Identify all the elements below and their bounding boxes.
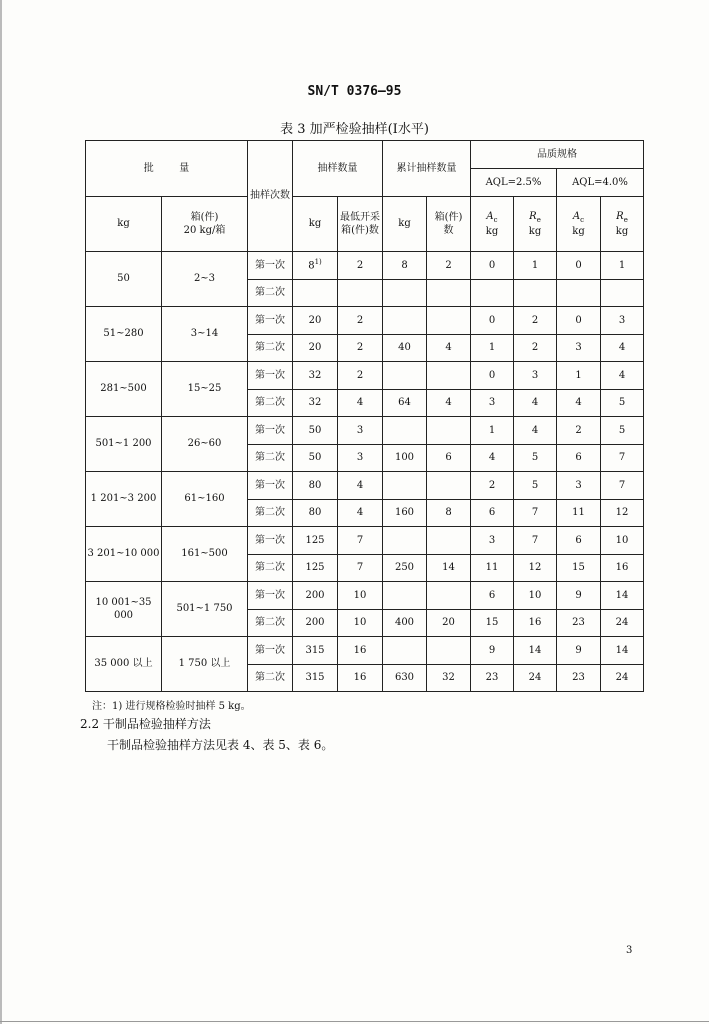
re2-cell: 4 xyxy=(601,362,644,390)
sample-kg-cell xyxy=(293,472,338,500)
sample-kg-cell xyxy=(293,664,338,692)
sample-kg-cell xyxy=(293,362,338,390)
sample-kg-cell xyxy=(293,444,338,472)
sampling-times-cell: 第一次 xyxy=(248,637,293,665)
cum-boxes-cell xyxy=(427,279,471,307)
unit-kg: kg xyxy=(528,225,542,237)
re2-cell: 12 xyxy=(601,499,644,527)
sample-kg-value: 20 xyxy=(308,314,322,326)
ac1-cell: 4 xyxy=(471,444,514,472)
ac1-cell: 6 xyxy=(471,499,514,527)
sampling-table xyxy=(85,140,644,692)
ac1-cell: 2 xyxy=(471,472,514,500)
sample-kg-cell xyxy=(293,389,338,417)
min-open-line1: 最低开采 xyxy=(340,211,380,223)
ac1-cell: 1 xyxy=(471,334,514,362)
re1-cell: 4 xyxy=(514,389,557,417)
re2-cell: 4 xyxy=(601,334,644,362)
sampling-times-cell: 第一次 xyxy=(248,472,293,500)
batch-boxes-cell: 15~25 xyxy=(162,362,248,417)
min-open-line2: 箱(件)数 xyxy=(341,225,379,236)
ac2-cell: 0 xyxy=(557,252,601,280)
sample-kg-value: 125 xyxy=(305,562,325,573)
sampling-times-cell: 第二次 xyxy=(248,389,293,417)
re2-cell: 14 xyxy=(601,637,644,665)
batch-boxes-line2: 20 kg/箱 xyxy=(183,225,226,236)
cum-kg-cell: 400 xyxy=(383,609,427,637)
aql-4-0-header: AQL=4.0% xyxy=(557,169,644,197)
batch-boxes-cell: 61~160 xyxy=(162,472,248,527)
re1-cell: 7 xyxy=(514,499,557,527)
re2-cell: 5 xyxy=(601,417,644,445)
footnote-marker: 1) xyxy=(314,257,322,266)
re1-cell: 7 xyxy=(514,527,557,555)
batch-boxes-cell: 26~60 xyxy=(162,417,248,472)
table-row xyxy=(86,417,644,445)
sample-kg-value: 32 xyxy=(308,369,322,381)
sample-size-header: 抽样数量 xyxy=(293,141,383,197)
ac2-cell: 2 xyxy=(557,417,601,445)
min-open-cell: 16 xyxy=(338,664,383,692)
unit-kg: kg xyxy=(615,225,629,237)
cum-boxes-line1: 箱(件) xyxy=(434,211,463,223)
table-body xyxy=(86,252,644,692)
re1-cell: 5 xyxy=(514,472,557,500)
cum-boxes-cell xyxy=(427,307,471,335)
sampling-times-cell: 第一次 xyxy=(248,582,293,610)
cum-boxes-cell xyxy=(427,362,471,390)
table-row xyxy=(86,307,644,335)
re1-cell: 2 xyxy=(514,334,557,362)
ac1-cell: 0 xyxy=(471,307,514,335)
ac2-cell: 11 xyxy=(557,499,601,527)
sampling-times-cell: 第一次 xyxy=(248,307,293,335)
ac2-cell: 6 xyxy=(557,527,601,555)
batch-kg-cell: 3 201~10 000 xyxy=(86,527,162,582)
ac2-cell: 3 xyxy=(557,472,601,500)
ac2-cell: 15 xyxy=(557,554,601,582)
sample-kg-cell xyxy=(293,417,338,445)
section-text: 干制品检验抽样方法见表 4、表 5、表 6。 xyxy=(107,738,334,752)
cum-boxes-cell: 2 xyxy=(427,252,471,280)
ac-sub: c xyxy=(493,215,498,224)
re2-cell: 1 xyxy=(601,252,644,280)
ac-symbol: A xyxy=(486,210,494,222)
ac-symbol: A xyxy=(572,210,581,222)
sampling-times-cell: 第二次 xyxy=(248,279,293,307)
cum-boxes-line2: 数 xyxy=(443,225,454,236)
table-title: 表 3 加严检验抽样(Ⅰ水平) xyxy=(280,122,429,137)
re-header-2 xyxy=(601,197,644,252)
re2-cell: 16 xyxy=(601,554,644,582)
re1-cell: 24 xyxy=(514,664,557,692)
cum-kg-cell: 250 xyxy=(383,554,427,582)
re-sub: e xyxy=(536,215,541,224)
sample-kg-value: 50 xyxy=(308,424,322,436)
sampling-times-cell: 第二次 xyxy=(248,609,293,637)
sample-kg-value: 315 xyxy=(305,644,325,656)
unit-kg: kg xyxy=(485,225,499,237)
cum-boxes-cell: 8 xyxy=(427,499,471,527)
min-open-cell: 4 xyxy=(338,499,383,527)
unit-kg: kg xyxy=(572,225,585,237)
sample-kg-value: 50 xyxy=(308,452,322,463)
re1-cell: 1 xyxy=(514,252,557,280)
section-heading: 2.2 干制品检验抽样方法 xyxy=(80,717,211,731)
standard-number: SN/T 0376—95 xyxy=(307,84,402,99)
min-open-cell: 7 xyxy=(338,527,383,555)
re1-cell: 16 xyxy=(514,609,557,637)
ac1-cell: 6 xyxy=(471,582,514,610)
table-row xyxy=(86,252,644,280)
re1-cell: 2 xyxy=(514,307,557,335)
batch-kg-cell: 35 000 以上 xyxy=(86,637,162,692)
cum-boxes-header xyxy=(427,197,471,252)
cum-boxes-cell xyxy=(427,637,471,665)
batch-boxes-cell: 1 750 以上 xyxy=(162,637,248,692)
batch-header: 批 量 xyxy=(86,141,248,197)
cum-kg-cell: 100 xyxy=(383,444,427,472)
cum-kg-cell xyxy=(383,527,427,555)
sample-kg-cell xyxy=(293,554,338,582)
scan-mark xyxy=(0,1021,709,1022)
min-open-cell: 3 xyxy=(338,444,383,472)
min-open-cell: 4 xyxy=(338,472,383,500)
re1-cell: 12 xyxy=(514,554,557,582)
min-open-cell: 2 xyxy=(338,334,383,362)
sampling-times-cell: 第二次 xyxy=(248,554,293,582)
sample-kg-cell xyxy=(293,307,338,335)
sample-kg-value: 315 xyxy=(305,672,325,683)
ac2-cell: 23 xyxy=(557,664,601,692)
ac1-cell: 0 xyxy=(471,362,514,390)
sample-kg-value: 80 xyxy=(308,507,322,518)
min-open-cell: 10 xyxy=(338,582,383,610)
min-open-cell: 7 xyxy=(338,554,383,582)
batch-kg-cell: 1 201~3 200 xyxy=(86,472,162,527)
table-row xyxy=(86,527,644,555)
cum-boxes-cell: 6 xyxy=(427,444,471,472)
sample-kg-value: 200 xyxy=(305,617,325,628)
batch-boxes-cell: 501~1 750 xyxy=(162,582,248,637)
sampling-times-cell: 第二次 xyxy=(248,444,293,472)
table-row xyxy=(86,582,644,610)
cum-kg-cell xyxy=(383,582,427,610)
scan-mark xyxy=(0,0,2,1024)
min-open-cell: 2 xyxy=(338,252,383,280)
ac1-cell: 1 xyxy=(471,417,514,445)
batch-kg-header: kg xyxy=(86,197,162,252)
cum-kg-cell xyxy=(383,279,427,307)
re2-cell xyxy=(601,279,644,307)
ac2-cell: 4 xyxy=(557,389,601,417)
sample-kg-value: 32 xyxy=(308,397,322,408)
min-open-header xyxy=(338,197,383,252)
min-open-cell: 4 xyxy=(338,389,383,417)
sample-kg-cell xyxy=(293,252,338,280)
sample-kg-cell xyxy=(293,609,338,637)
ac-sub: c xyxy=(580,215,585,224)
re-sub: e xyxy=(623,215,628,224)
re1-cell: 4 xyxy=(514,417,557,445)
cum-kg-cell: 64 xyxy=(383,389,427,417)
ac2-cell: 0 xyxy=(557,307,601,335)
min-open-cell: 3 xyxy=(338,417,383,445)
ac2-cell: 3 xyxy=(557,334,601,362)
cum-kg-cell: 8 xyxy=(383,252,427,280)
batch-kg-cell: 10 001~35 000 xyxy=(86,582,162,637)
ac2-cell: 1 xyxy=(557,362,601,390)
cum-kg-cell xyxy=(383,417,427,445)
re2-cell: 24 xyxy=(601,664,644,692)
ac2-cell: 9 xyxy=(557,637,601,665)
ac1-cell: 11 xyxy=(471,554,514,582)
batch-kg-cell: 501~1 200 xyxy=(86,417,162,472)
ac1-cell: 9 xyxy=(471,637,514,665)
ac2-cell: 6 xyxy=(557,444,601,472)
min-open-cell: 10 xyxy=(338,609,383,637)
sampling-times-cell: 第二次 xyxy=(248,499,293,527)
re1-cell: 3 xyxy=(514,362,557,390)
ac-header-2 xyxy=(557,197,601,252)
re1-cell xyxy=(514,279,557,307)
sample-kg-value: 20 xyxy=(308,342,322,353)
re2-cell: 5 xyxy=(601,389,644,417)
sample-kg-value: 125 xyxy=(305,534,325,546)
sampling-times-cell: 第二次 xyxy=(248,334,293,362)
re-symbol: R xyxy=(529,210,537,222)
re2-cell: 7 xyxy=(601,472,644,500)
cum-boxes-cell: 4 xyxy=(427,334,471,362)
ac1-cell: 23 xyxy=(471,664,514,692)
cum-kg-cell: 40 xyxy=(383,334,427,362)
sample-kg-cell xyxy=(293,527,338,555)
batch-kg-cell: 281~500 xyxy=(86,362,162,417)
min-open-cell: 16 xyxy=(338,637,383,665)
re-header-1 xyxy=(514,197,557,252)
page-number: 3 xyxy=(626,945,633,956)
sample-kg-cell xyxy=(293,334,338,362)
sample-kg-value: 8 xyxy=(308,260,315,272)
min-open-cell: 2 xyxy=(338,307,383,335)
sampling-times-cell: 第一次 xyxy=(248,527,293,555)
re1-cell: 14 xyxy=(514,637,557,665)
sampling-times-cell: 第二次 xyxy=(248,664,293,692)
cum-boxes-cell xyxy=(427,472,471,500)
batch-boxes-cell: 161~500 xyxy=(162,527,248,582)
cum-boxes-cell: 32 xyxy=(427,664,471,692)
re2-cell: 14 xyxy=(601,582,644,610)
re2-cell: 3 xyxy=(601,307,644,335)
re2-cell: 10 xyxy=(601,527,644,555)
cum-boxes-cell: 14 xyxy=(427,554,471,582)
ac1-cell xyxy=(471,279,514,307)
sampling-times-header: 抽样次数 xyxy=(248,141,293,252)
re2-cell: 7 xyxy=(601,444,644,472)
min-open-cell xyxy=(338,279,383,307)
sampling-times-cell: 第一次 xyxy=(248,252,293,280)
ac-header-1 xyxy=(471,197,514,252)
cum-kg-cell xyxy=(383,637,427,665)
quality-header: 品质规格 xyxy=(471,141,644,169)
sample-kg-cell xyxy=(293,499,338,527)
re-symbol: R xyxy=(616,210,624,222)
re2-cell: 24 xyxy=(601,609,644,637)
sample-kg-cell xyxy=(293,582,338,610)
table-note: 注：1) 进行规格检验时抽样 5 kg。 xyxy=(92,701,251,712)
cum-boxes-cell xyxy=(427,582,471,610)
sampling-times-cell: 第一次 xyxy=(248,362,293,390)
cum-kg-cell xyxy=(383,362,427,390)
cum-kg-cell xyxy=(383,472,427,500)
cum-boxes-cell xyxy=(427,417,471,445)
sample-kg-cell xyxy=(293,279,338,307)
batch-boxes-header xyxy=(162,197,248,252)
ac2-cell xyxy=(557,279,601,307)
ac1-cell: 3 xyxy=(471,389,514,417)
batch-boxes-cell: 2~3 xyxy=(162,252,248,307)
cum-boxes-cell: 20 xyxy=(427,609,471,637)
batch-kg-cell: 50 xyxy=(86,252,162,307)
cum-boxes-cell xyxy=(427,527,471,555)
cumulative-header: 累计抽样数量 xyxy=(383,141,471,197)
sample-kg-value: 200 xyxy=(305,589,325,601)
re1-cell: 5 xyxy=(514,444,557,472)
table-row xyxy=(86,472,644,500)
sample-kg-value: 80 xyxy=(308,479,322,491)
sample-kg-cell xyxy=(293,637,338,665)
cum-kg-cell: 160 xyxy=(383,499,427,527)
sample-kg-header: kg xyxy=(293,197,338,252)
ac1-cell: 0 xyxy=(471,252,514,280)
batch-boxes-line1: 箱(件) xyxy=(190,211,219,223)
sampling-times-cell: 第一次 xyxy=(248,417,293,445)
batch-kg-cell: 51~280 xyxy=(86,307,162,362)
ac2-cell: 9 xyxy=(557,582,601,610)
cum-kg-cell: 630 xyxy=(383,664,427,692)
cum-kg-header: kg xyxy=(383,197,427,252)
ac1-cell: 15 xyxy=(471,609,514,637)
re1-cell: 10 xyxy=(514,582,557,610)
min-open-cell: 2 xyxy=(338,362,383,390)
table-row xyxy=(86,362,644,390)
cum-kg-cell xyxy=(383,307,427,335)
ac2-cell: 23 xyxy=(557,609,601,637)
batch-boxes-cell: 3~14 xyxy=(162,307,248,362)
aql-2-5-header: AQL=2.5% xyxy=(471,169,557,197)
ac1-cell: 3 xyxy=(471,527,514,555)
table-row xyxy=(86,637,644,665)
cum-boxes-cell: 4 xyxy=(427,389,471,417)
